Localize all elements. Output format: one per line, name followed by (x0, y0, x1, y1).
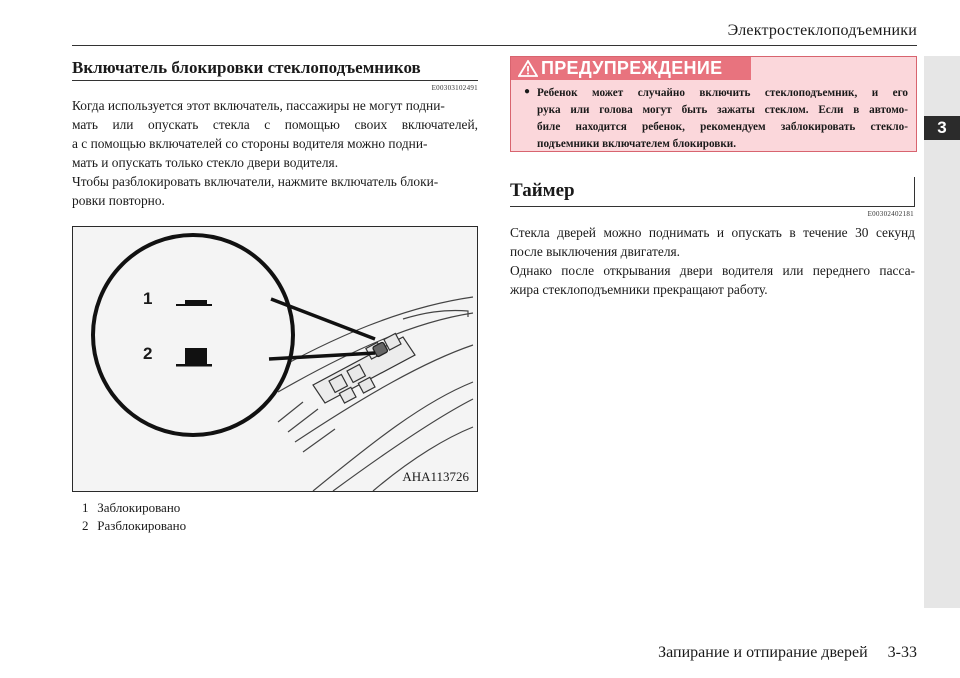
warning-triangle-icon (518, 60, 538, 77)
lock-switch-illustration (72, 226, 478, 492)
paragraph-line: а с помощью включателей со стороны водителя можно подни- (72, 136, 428, 151)
paragraph-line: после выключения двигателя. (510, 244, 681, 259)
warning-line: биле находится ребенок, рекомендуем заблокировать стекло- (537, 121, 908, 133)
section-heading-rule (510, 206, 915, 207)
section-heading-rule (72, 80, 478, 81)
warning-line: Ребенок может случайно включить стеклоподъемник, и его (537, 87, 908, 99)
chapter-side-tab (924, 56, 960, 608)
warning-box (510, 56, 917, 152)
paragraph-line: Когда используется этот включатель, пассажиры не могут подни- (72, 98, 445, 113)
unlocked-symbol (185, 348, 207, 364)
paragraph-line: мать и опускать только стекло двери водителя. (72, 155, 339, 170)
caption-text: Заблокировано (97, 500, 181, 515)
figure-code: AHA113726 (402, 469, 469, 484)
caption-number: 2 (82, 518, 89, 533)
paragraph-line: Чтобы разблокировать включатели, нажмите включатель блоки- (72, 174, 439, 189)
section-heading-timer: Таймер (510, 180, 575, 201)
warning-title: ПРЕДУПРЕЖДЕНИЕ (541, 58, 723, 78)
caption-number: 1 (82, 500, 89, 515)
caption-item (82, 500, 180, 516)
page-header-title: Электростеклоподъемники (727, 22, 917, 39)
section-code: E00302402181 (867, 210, 914, 218)
paragraph-line: Однако после открывания двери водителя или переднего пасса- (510, 263, 915, 278)
door-panel-drawing (73, 227, 477, 491)
caption-item (82, 518, 186, 534)
warning-line: рука или голова могут быть зажаты стеклом. Если в автомо- (537, 104, 908, 116)
section-heading-side-rule (914, 177, 915, 207)
paragraph-line: жира стеклоподъемники прекращают работу. (510, 282, 768, 297)
section-code: E00303102491 (431, 84, 478, 92)
locked-symbol (185, 300, 207, 304)
bullet-icon: ● (524, 86, 531, 97)
warning-text (537, 85, 908, 153)
chapter-number: 3 (924, 116, 960, 140)
warning-header (511, 57, 751, 80)
caption-text: Разблокировано (97, 518, 187, 533)
magnifier-circle (93, 235, 293, 435)
warning-line: подъемники включателем блокировки. (537, 138, 737, 150)
figure-label-1: 1 (143, 289, 153, 308)
paragraph-line: ровки повторно. (72, 193, 165, 208)
page-footer: Запирание и отпирание дверей 3-33 (658, 644, 917, 661)
header-divider (72, 45, 917, 46)
section-heading-lock-switch: Включатель блокировки стеклоподъемников (72, 58, 421, 77)
paragraph-line: мать или опускать стекла с помощью своих включателей, (72, 117, 478, 132)
paragraph-line: Стекла дверей можно поднимать и опускать в течение 30 секунд (510, 225, 915, 240)
figure-label-2: 2 (143, 344, 153, 363)
